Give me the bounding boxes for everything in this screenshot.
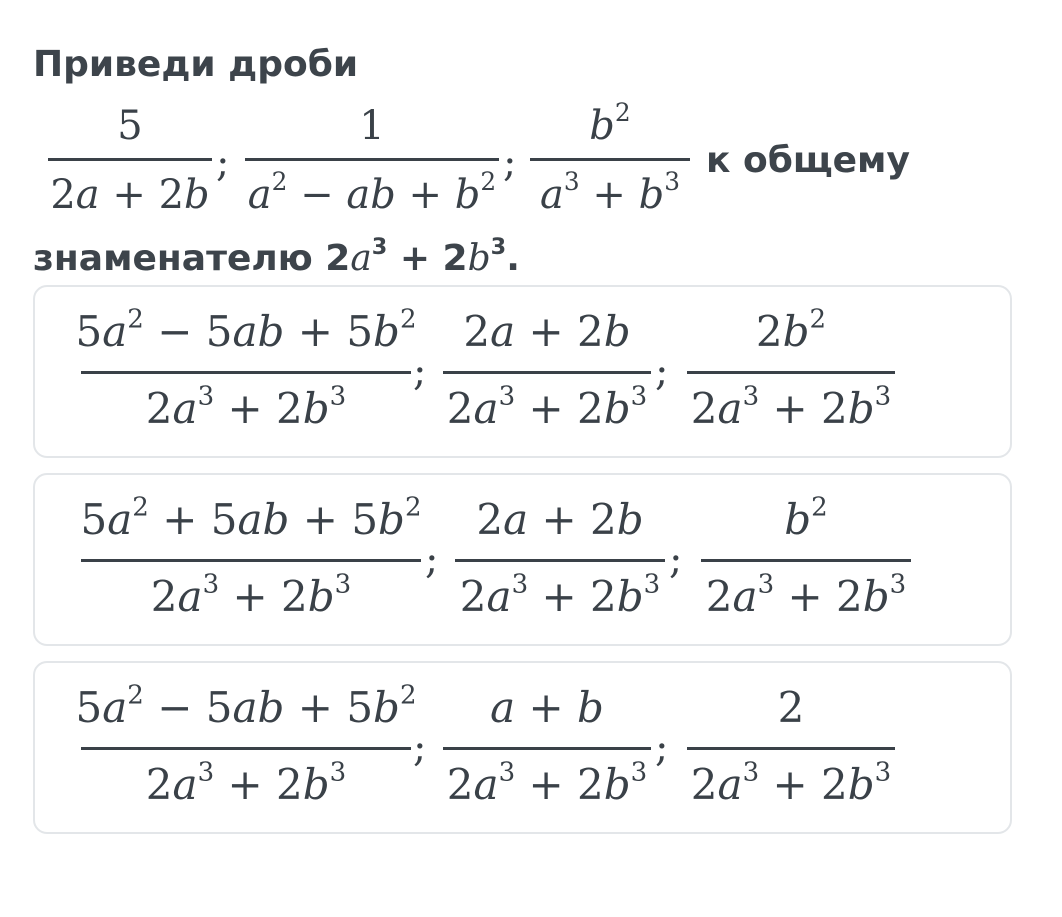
separator: ; xyxy=(413,725,427,771)
given-fraction-2: 1 $a^2$ − ab + $b^2$ xyxy=(245,106,499,215)
given-fraction-3: $b^2$ $a^3 + b^3$ xyxy=(530,106,690,215)
answer-option-a[interactable] xyxy=(33,285,1012,458)
given-fraction-1: 5 2a + 2b xyxy=(48,106,212,215)
separator: ; xyxy=(425,537,439,583)
option-fraction: $5a^2 - 5ab + 5b^2$ $2a^3 + 2b^3$ xyxy=(75,304,417,433)
separator: ; xyxy=(216,140,230,186)
option-fraction: $5a^2 - 5ab + 5b^2$ $2a^3 + 2b^3$ xyxy=(75,680,417,809)
var-a: a xyxy=(350,238,372,279)
option-fraction: 2 $2a^3 + 2b^3$ xyxy=(687,687,895,806)
separator: ; xyxy=(655,725,669,771)
separator: ; xyxy=(503,140,517,186)
separator: ; xyxy=(413,349,427,395)
answer-option-b[interactable] xyxy=(33,473,1012,646)
exponent: 3 xyxy=(490,233,507,260)
separator: ; xyxy=(669,537,683,583)
question-text-continuation: к общему xyxy=(706,140,910,181)
denominator-prefix: знаменателю 2 xyxy=(33,238,351,279)
option-fraction: $2b^2$ $2a^3 + 2b^3$ xyxy=(687,311,895,430)
exponent: 3 xyxy=(371,233,388,260)
question-title: Приведи дроби xyxy=(33,44,359,85)
var-b: b xyxy=(467,238,491,279)
option-fraction: $b^2$ $2a^3 + 2b^3$ xyxy=(701,499,911,618)
option-fraction: $5a^2 + 5ab + 5b^2$ $2a^3 + 2b^3$ xyxy=(80,492,422,621)
period: . xyxy=(506,238,520,279)
answer-option-c[interactable] xyxy=(33,661,1012,834)
option-fraction: a + b $2a^3 + 2b^3$ xyxy=(443,687,651,806)
denominator-plus: + 2 xyxy=(387,238,468,279)
separator: ; xyxy=(655,349,669,395)
question-common-denominator xyxy=(33,233,520,279)
option-fraction: 2a + 2b $2a^3 + 2b^3$ xyxy=(443,311,651,430)
option-fraction: 2a + 2b $2a^3 + 2b^3$ xyxy=(455,499,665,618)
